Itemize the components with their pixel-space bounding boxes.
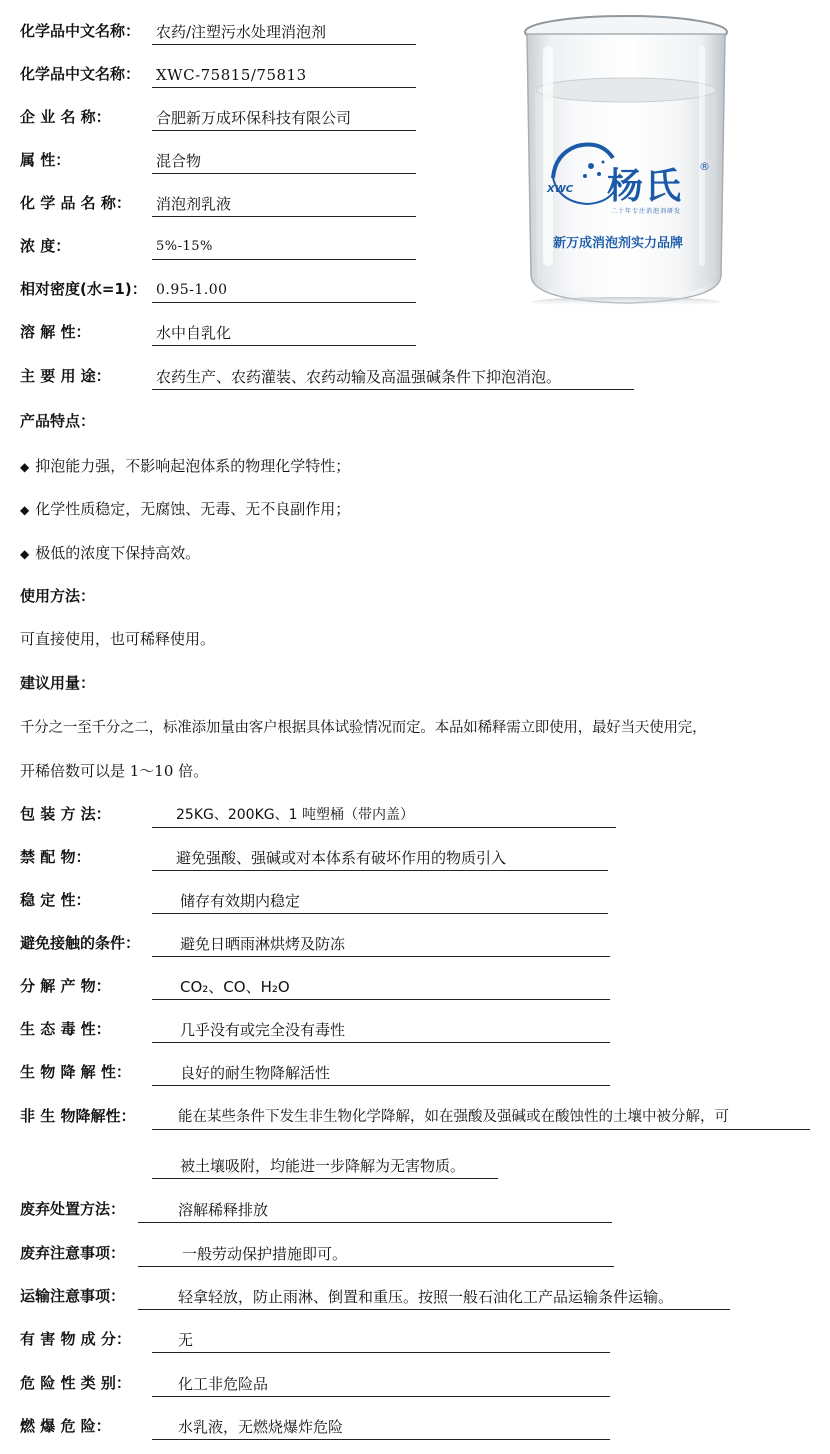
field-value-abiotic-degradability: 能在某些条件下发生非生物化学降解，如在强酸及强碱或在酸蚀性的土壤中被分解，可 <box>152 1103 810 1130</box>
brand-logo-abbr: XWC <box>547 184 574 195</box>
field-label-incompatible: 禁 配 物： <box>20 848 91 866</box>
bullet-diamond-icon: ◆ <box>20 503 30 517</box>
field-value-biodegradability: 良好的耐生物降解活性 <box>152 1059 610 1086</box>
dosage-text-line2: 开稀倍数可以是 1～10 倍。 <box>20 762 209 780</box>
field-label-decomposition: 分 解 产 物： <box>20 977 111 995</box>
bullet-diamond-icon: ◆ <box>20 460 30 474</box>
field-value-incompatible: 避免强酸、强碱或对本体系有破坏作用的物质引入 <box>152 844 608 871</box>
field-label-disposal-method: 废弃处置方法： <box>20 1200 126 1218</box>
field-value-property: 混合物 <box>152 147 416 174</box>
field-value-decomposition: CO₂、CO、H₂O <box>152 973 610 1000</box>
features-heading: 产品特点： <box>20 412 96 430</box>
field-label-hazard-class: 危 险 性 类 别： <box>20 1374 131 1392</box>
field-value-abiotic-degradability-line2: 被土壤吸附，均能进一步降解为无害物质。 <box>152 1152 498 1179</box>
field-value-chemical-name: 消泡剂乳液 <box>152 190 416 217</box>
feature-item: ◆ 抑泡能力强，不影响起泡体系的物理化学特性； <box>20 457 351 475</box>
field-label-avoid-conditions: 避免接触的条件： <box>20 934 141 952</box>
field-label-company: 企 业 名 称： <box>20 108 111 126</box>
field-label-abiotic-degradability: 非 生 物降解性： <box>20 1107 136 1125</box>
field-value-transport-notes: 轻拿轻放，防止雨淋、倒置和重压。按照一般石油化工产品运输条件运输。 <box>138 1283 730 1310</box>
field-value-disposal-notes: 一般劳动保护措施即可。 <box>138 1240 614 1267</box>
field-value-chinese-name: 农药/注塑污水处理消泡剂 <box>152 18 416 45</box>
field-value-solubility: 水中自乳化 <box>152 319 416 346</box>
field-value-avoid-conditions: 避免日晒雨淋烘烤及防冻 <box>152 930 610 957</box>
field-label-stability: 稳 定 性： <box>20 891 91 909</box>
field-label-concentration: 浓 度： <box>20 237 71 255</box>
field-value-concentration: 5%-15% <box>152 233 416 260</box>
field-label-disposal-notes: 废弃注意事项： <box>20 1244 126 1262</box>
brand-slogan: 新万成消泡剂实力品牌 <box>553 236 684 251</box>
brand-slogan-small: 二十年专注消泡剂研发 <box>611 208 682 215</box>
field-label-hazardous-components: 有 害 物 成 分： <box>20 1330 131 1348</box>
field-value-density: 0.95-1.00 <box>152 276 416 303</box>
field-value-hazard-class: 化工非危险品 <box>152 1370 610 1397</box>
field-value-hazardous-components: 无 <box>152 1326 610 1353</box>
usage-heading: 使用方法： <box>20 587 96 605</box>
dosage-heading: 建议用量： <box>20 674 96 692</box>
field-value-stability: 储存有效期内稳定 <box>152 887 608 914</box>
field-label-property: 属 性： <box>20 151 71 169</box>
bullet-diamond-icon: ◆ <box>20 547 30 561</box>
brand-name: 杨氏 <box>607 165 684 207</box>
feature-item: ◆ 极低的浓度下保持高效。 <box>20 544 201 562</box>
field-label-chemical-name: 化 学 品 名 称： <box>20 194 131 212</box>
feature-item: ◆ 化学性质稳定，无腐蚀、无毒、无不良副作用； <box>20 500 351 518</box>
field-label-model: 化学品中文名称： <box>20 65 141 83</box>
field-label-solubility: 溶 解 性： <box>20 323 91 341</box>
field-value-model: XWC-75815/75813 <box>152 61 416 88</box>
beaker-graphic <box>515 6 737 308</box>
field-label-main-use: 主 要 用 途： <box>20 367 111 385</box>
field-value-disposal-method: 溶解稀释排放 <box>138 1196 612 1223</box>
usage-text: 可直接使用，也可稀释使用。 <box>20 630 216 648</box>
field-value-ecotoxicity: 几乎没有或完全没有毒性 <box>152 1016 610 1043</box>
dosage-text-line1: 千分之一至千分之二，标准添加量由客户根据具体试验情况而定。本品如稀释需立即使用，最好当天使用完， <box>20 720 707 736</box>
field-label-packaging: 包 装 方 法： <box>20 805 111 823</box>
field-label-density: 相对密度(水=1)： <box>20 280 147 298</box>
field-label-ecotoxicity: 生 态 毒 性： <box>20 1020 111 1038</box>
field-value-main-use: 农药生产、农药灌装、农药动输及高温强碱条件下抑泡消泡。 <box>152 363 634 390</box>
brand-registered-mark: ® <box>699 160 710 173</box>
product-beaker-image <box>515 6 737 308</box>
field-value-company: 合肥新万成环保科技有限公司 <box>152 104 416 131</box>
field-value-packaging: 25KG、200KG、1 吨塑桶（带内盖） <box>152 801 616 828</box>
field-label-transport-notes: 运输注意事项： <box>20 1287 126 1305</box>
field-label-explosion-hazard: 燃 爆 危 险： <box>20 1417 111 1435</box>
field-label-chinese-name: 化学品中文名称： <box>20 22 141 40</box>
field-value-explosion-hazard: 水乳液，无燃烧爆炸危险 <box>152 1413 610 1440</box>
field-label-biodegradability: 生 物 降 解 性： <box>20 1063 131 1081</box>
